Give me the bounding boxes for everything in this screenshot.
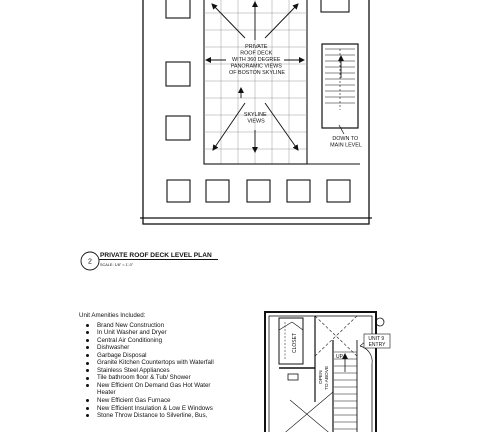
amenity-item-continuation: Heater [97,389,116,397]
deck-label-line: PRIVATE [245,44,268,50]
door-swing [292,322,303,330]
amenities-items [79,322,264,420]
stair-leader [339,125,344,134]
amenity-item: Garbage Disposal [79,352,264,360]
stair-label [330,136,362,149]
fixture [288,374,298,380]
stair-label-line: MAIN LEVEL [330,142,362,149]
plan-title: PRIVATE ROOF DECK LEVEL PLAN [100,252,212,259]
deck-tile-grid [204,0,307,164]
amenity-item: Central Air Conditioning [79,337,264,345]
roof-hatch [321,0,349,12]
amenity-item: New Efficient On Demand Gas Hot Water [79,382,264,390]
up-label: UP [336,354,343,360]
amenity-item: In Unit Washer and Dryer [79,329,264,337]
plan-title-block [81,252,218,270]
unit-entry-line: UNIT 9 [368,336,385,342]
deck-label-line: WITH 360 DEGREE [231,57,281,63]
amenity-item: Granite Kitchen Countertops with Waterfall [79,359,264,367]
amenity-item: Dishwasher [79,344,264,352]
amenity-item: New Efficient Insulation & Low E Windows [79,405,264,413]
skylight [206,180,229,202]
drawing-number: 2 [88,258,92,266]
deck-label-line: PANORAMIC VIEWS [230,63,282,70]
unit-entry-line: ENTRY [368,342,386,348]
skylight [327,180,350,202]
skylight [167,180,190,202]
open-to-above-x [315,316,357,356]
amenity-item: Stone Throw Distance to Silverline, Bus, [79,412,264,420]
deck-label-line: OF BOSTON SKYLINE [229,70,285,76]
unit-entry-label [368,336,386,348]
skylight [247,180,270,202]
stair-treads [325,49,355,110]
closet [279,318,303,364]
skyline-label-line: VIEWS [247,118,265,125]
deck-label-line: ROOF DECK [240,50,273,57]
skyline-label-line: SKYLINE [243,112,267,118]
amenities-heading: Unit Amenities Included: [79,312,146,319]
stair-treads [334,352,357,429]
skylight [166,62,190,86]
door-swing [279,322,292,330]
open-to-above-x [281,392,333,432]
open-to-above-label [318,366,330,390]
amenity-item: New Efficient Gas Furnace [79,397,264,405]
deck-area [204,0,307,164]
skylight [166,116,190,140]
amenity-item: Brand New Construction [79,322,264,330]
amenities-list [79,312,264,420]
skyline-label [244,112,268,125]
skylight [166,0,190,18]
skylight [287,180,310,202]
deck-label [229,44,285,76]
plan-scale: SCALE: 1/8" = 1'-0" [100,263,134,267]
closet-label: CLOSET [292,332,298,353]
open-to-above-line: OPEN [319,370,324,384]
stair-label-line: DOWN TO [332,136,359,142]
entry-marker [376,318,384,326]
open-to-above-line: TO ABOVE [325,365,330,390]
amenity-item: Stainless Steel Appliances [79,367,264,375]
amenity-item: Tile bathroom floor & Tub/ Shower [79,374,264,382]
